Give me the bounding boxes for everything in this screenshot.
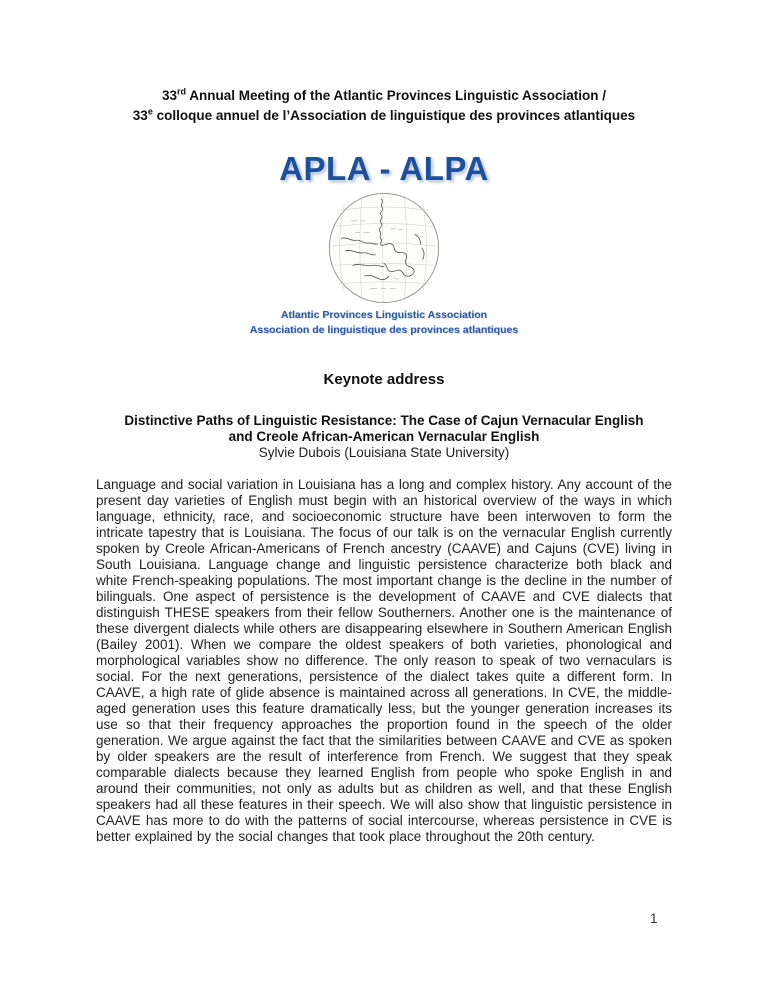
- conference-title-fr: [96, 106, 672, 126]
- abstract-paragraph: Language and social variation in Louisiana has a long and complex history. Any account of the present day varieties of English must begin with an historical overview of the ways in which language, ethnicity, race, and socioeconomic structure have been interwoven to form the intricate tapestry that is Louisiana. The focus of our talk is on the vernacular English currently spoken by Creole African-Americans of French ancestry (CAAVE) and Cajuns (CVE) living in South Louisiana. Language change and linguistic persistence characterize both black and white French-speaking populations. The most important change is the decline in the number of bilinguals. One aspect of persistence is the development of CAAVE and CVE dialects that distinguish THESE speakers from their fellow Southerners. Another one is the maintenance of these divergent dialects while others are disappearing elsewhere in Southern American English (Bailey 2001). When we compare the oldest speakers of both varieties, phonological and morphological variables show no difference. The only reason to speak of two vernaculars is social. For the next generations, persistence of the dialect takes quite a different form. In CAAVE, a high rate of glide absence is maintained across all generations. In CVE, the middle-aged generation uses this feature dramatically less, but the younger generation increases its use so that their frequency approaches the proportion found in the speech of the older generation. We argue against the fact that the similarities between CAAVE and CVE as spoken by older speakers are the result of interference from French. We suggest that they speak comparable dialects because they learned English from people who spoke English in and around their communities, not only as adults but as children as well, and that these English speakers had all these features in their speech. We will also show that linguistic persistence in CAAVE has more to do with the patterns of social intercourse, whereas persistence in CVE is better explained by the social changes that took place throughout the 20th century.: [96, 477, 672, 844]
- conference-title-fr-number: 33: [132, 108, 148, 123]
- page-number: 1: [650, 911, 658, 926]
- apla-logo-caption-en: Atlantic Provinces Linguistic Association: [280, 309, 488, 321]
- keynote-heading: Keynote address: [323, 371, 445, 388]
- talk-title-block: [96, 413, 672, 461]
- conference-title-fr-ordinal: e: [147, 106, 153, 117]
- talk-author: Sylvie Dubois (Louisiana State University): [258, 445, 510, 460]
- talk-title-line1: Distinctive Paths of Linguistic Resistance: The Case of Cajun Vernacular English: [124, 413, 644, 428]
- conference-title-en-ordinal: rd: [176, 86, 186, 97]
- conference-title-en-text: Annual Meeting of the Atlantic Provinces Linguistic Association /: [185, 88, 607, 103]
- antique-globe-map-icon: [326, 190, 442, 306]
- conference-header: [96, 86, 672, 126]
- talk-title-line2: and Creole African-American Vernacular English: [228, 429, 540, 444]
- conference-title-en-number: 33: [161, 88, 177, 103]
- apla-logo: [239, 150, 529, 337]
- conference-title-en: [96, 86, 672, 106]
- apla-logo-caption-fr: Association de linguistique des provinces atlantiques: [249, 323, 519, 336]
- conference-title-fr-text: colloque annuel de l’Association de linguistique des provinces atlantiques: [152, 108, 636, 123]
- apla-logo-title: APLA - ALPA: [279, 150, 489, 187]
